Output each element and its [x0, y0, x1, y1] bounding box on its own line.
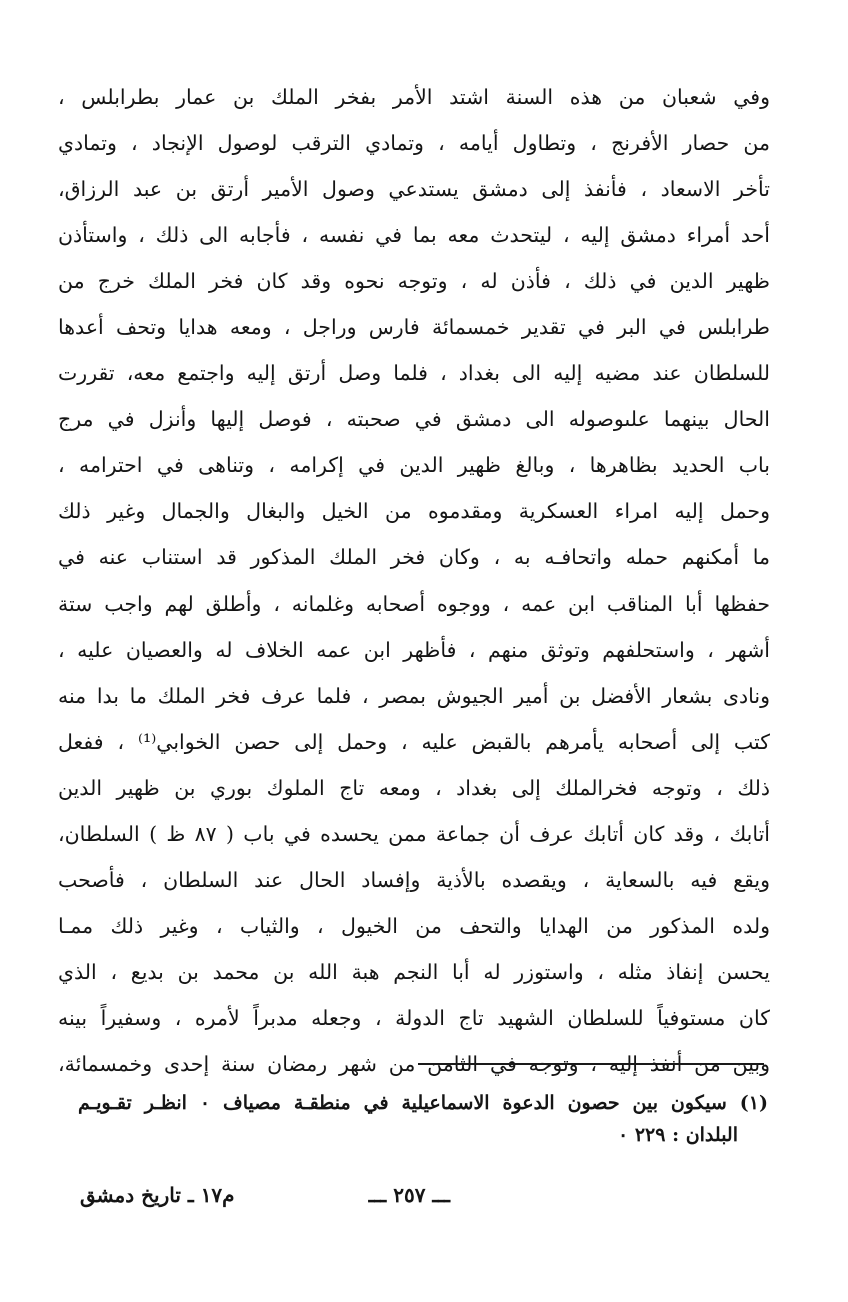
footnote: [78, 1087, 768, 1151]
text-line: كان مستوفياً للسلطان الشهيد تاج الدولة ، وجعله مدبراً لأمره ، وسفيراً بينه: [58, 1005, 770, 1030]
page-footer: [80, 1175, 700, 1215]
text-line: كتب إلى أصحابه يأمرهم بالقبض عليه ، وحمل إلى حصن الخوابي⁽¹⁾ ، ففعل: [58, 729, 770, 754]
footnote-line: (١) سيكون بين حصون الدعوة الاسماعيلية في منطقـة مصياف ٠ انظـر تقـويـم: [78, 1092, 768, 1114]
text-line: أتابك ، وقد كان أتابك عرف أن جماعة ممن يحسده في باب ( ٨٧ ظ ) السلطان،: [58, 821, 770, 846]
text-line: باب الحديد بظاهرها ، وبالغ ظهير الدين في إكرامه ، وتناهى في احترامه ،: [58, 453, 770, 478]
text-line: ما أمكنهم حمله واتحافـه به ، وكان فخر الملك المذكور قد استناب عنه في: [58, 545, 770, 570]
text-line: وحمل إليه امراء العسكرية ومقدموه من الخيل والبغال والجمال وغير ذلك: [58, 499, 770, 524]
footnote-line: البلدان : ٢٢٩ ٠: [617, 1124, 738, 1146]
text-line: ويقع فيه بالسعاية ، ويقصده بالأذية وإفساد الحال عند السلطان ، فأصحب: [58, 867, 770, 892]
text-line: أشهر ، واستحلفهم وتوثق منهم ، فأظهر ابن عمه الخلاف له والعصيان عليه ،: [58, 637, 770, 662]
text-line: ونادى بشعار الأفضل بن أمير الجيوش بمصر ، فلما عرف فخر الملك ما بدا منه: [58, 683, 770, 708]
text-line: الحال بينهما علىوصوله الى دمشق في صحبته ، فوصل إليها وأنزل في مرج: [58, 407, 770, 432]
text-line: حفظها أبا المناقب ابن عمه ، ووجوه أصحابه وغلمانه ، وأطلق لهم واجب ستة: [58, 591, 770, 616]
text-line: يحسن إنفاذ مثله ، واستوزر له أبا النجم هبة الله بن محمد بن بديع ، الذي: [58, 959, 770, 984]
text-line: من حصار الأفرنج ، وتطاول أيامه ، وتمادي الترقب لوصول الإنجاد ، وتمادي: [58, 131, 770, 156]
main-text: [58, 74, 770, 1087]
footnote-separator: [418, 1063, 764, 1065]
signature-mark: م١٧ ـ تاريخ دمشق: [80, 1183, 235, 1207]
text-line: للسلطان عند مضيه إليه الى بغداد ، فلما وصل أرتق إليه واجتمع معه، تقررت: [58, 361, 770, 386]
text-line: وفي شعبان من هذه السنة اشتد الأمر بفخر الملك بن عمار بطرابلس ،: [58, 85, 770, 109]
text-line: طرابلس في البر في تقدير خمسمائة فارس وراجل ، ومعه هدايا وتحف أعدها: [58, 315, 770, 340]
text-line: وبين من أنفذ إليه ، وتوجه في الثامن من شهر رمضان سنة إحدى وخمسمائة،: [58, 1051, 770, 1076]
text-line: ولده المذكور من الهدايا والتحف من الخيول ، والثياب ، وغير ذلك ممـا: [58, 913, 770, 938]
text-line: ظهير الدين في ذلك ، فأذن له ، وتوجه نحوه وقد كان فخر الملك خرج من: [58, 269, 770, 294]
text-line: ذلك ، وتوجه فخرالملك إلى بغداد ، ومعه تاج الملوك بوري بن ظهير الدين: [58, 775, 770, 800]
page-number: ـــ ٢٥٧ ـــ: [368, 1183, 450, 1207]
text-line: تأخر الاسعاد ، فأنفذ إلى دمشق يستدعي وصول الأمير أرتق بن عبد الرزاق،: [58, 177, 770, 202]
text-line: أحد أمراء دمشق إليه ، ليتحدث معه بما في نفسه ، فأجابه الى ذلك ، واستأذن: [58, 223, 770, 248]
